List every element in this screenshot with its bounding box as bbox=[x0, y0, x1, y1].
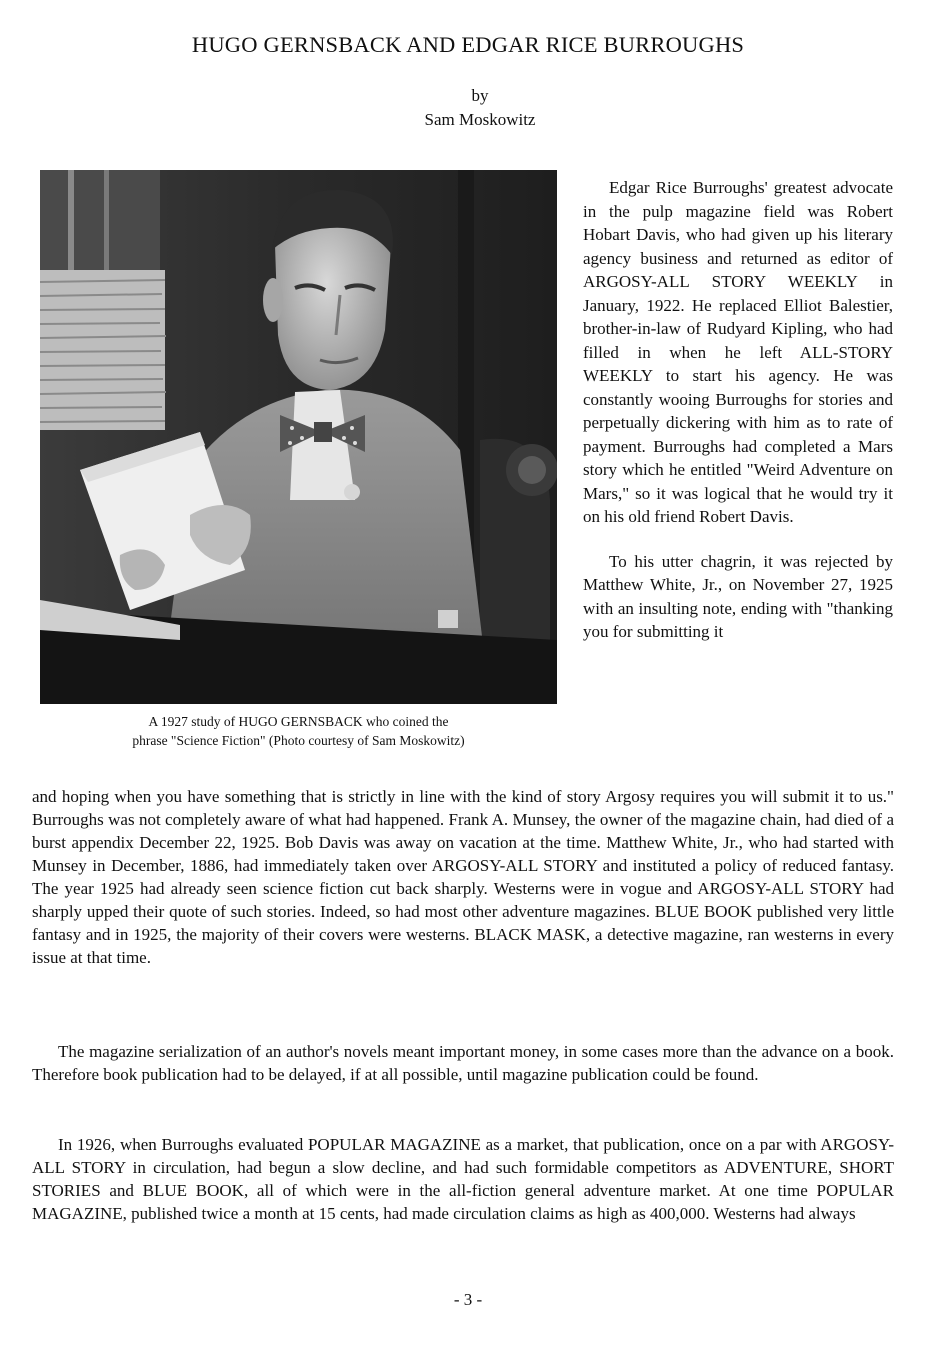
body-paragraph-3 bbox=[32, 1133, 894, 1225]
byline-by: by bbox=[471, 86, 489, 105]
paragraph-popular-magazine: In 1926, when Burroughs evaluated POPULAR MAGAZINE as a market, that publication, once on a par with ARGOSY-ALL STORY in circulation, had begun a slow decline, and had such formidable competitors as ADVENTURE, SHORT STORIES and BLUE BOOK, all of which were in the all-fiction general adventure market. At one time POPULAR MAGAZINE, published twice a month at 15 cents, had made circulation claims as high as 400,000. Westerns had always bbox=[32, 1135, 894, 1223]
article-title: HUGO GERNSBACK AND EDGAR RICE BURROUGHS bbox=[191, 32, 745, 57]
body-continuation bbox=[32, 785, 894, 969]
caption-line-2: phrase "Science Fiction" (Photo courtesy of Sam Moskowitz) bbox=[132, 733, 465, 748]
gernsback-photo bbox=[40, 170, 557, 704]
photo-caption bbox=[40, 712, 557, 750]
paragraph-magazine-serialization: The magazine serialization of an author's novels meant important money, in some cases more than the advance on a book. Therefore book publication had to be delayed, if at all possible, until magazine publication could be found. bbox=[32, 1042, 894, 1084]
column-paragraph-2: To his utter chagrin, it was rejected by Matthew White, Jr., on November 27, 1925 with an insulting note, ending with "thanking you for submitting it bbox=[583, 551, 893, 641]
page-number: - 3 - bbox=[453, 1290, 483, 1309]
right-column bbox=[583, 176, 893, 644]
byline-author: Sam Moskowitz bbox=[424, 110, 536, 129]
body-paragraph-2 bbox=[32, 1040, 894, 1086]
column-paragraph-1: Edgar Rice Burroughs' greatest advocate in the pulp magazine field was Robert Hobart Davis, who had given up his literary agency business and returned as editor of ARGOSY-ALL STORY WEEKLY in January, 1922. He replaced Elliot Balestier, brother-in-law of Rudyard Kipling, who had filled in when he left ALL-STORY WEEKLY to start his agency. He was constantly wooing Burroughs for stories and perpetually dickering with him as to rate of payment. Burroughs had completed a Mars story which he entitled "Weird Adventure on Mars," so it was logical that he would try it on his old friend Robert Davis. bbox=[583, 178, 893, 526]
continuation-paragraph: and hoping when you have something that is strictly in line with the kind of story Argosy requires you will submit it to us." Burroughs was not completely aware of what had happened. Frank A. Munsey, the owner of the magazine chain, had died of a burst appendix December 22, 1925. Bob Davis was away on vacation at the time. Matthew White, Jr., who had started with Munsey in December, 1886, had immediately taken over ARGOSY-ALL STORY and instituted a policy of reduced fantasy. The year 1925 had already seen science fiction cut back sharply. Westerns were in vogue and ARGOSY-ALL STORY had sharply upped their quote of such stories. Indeed, so had most other adventure magazines. BLUE BOOK published very little fantasy and in 1925, the majority of their covers were westerns. BLACK MASK, a detective magazine, ran westerns in every issue at that time. bbox=[32, 787, 894, 967]
caption-line-1: A 1927 study of HUGO GERNSBACK who coined the bbox=[148, 714, 449, 729]
